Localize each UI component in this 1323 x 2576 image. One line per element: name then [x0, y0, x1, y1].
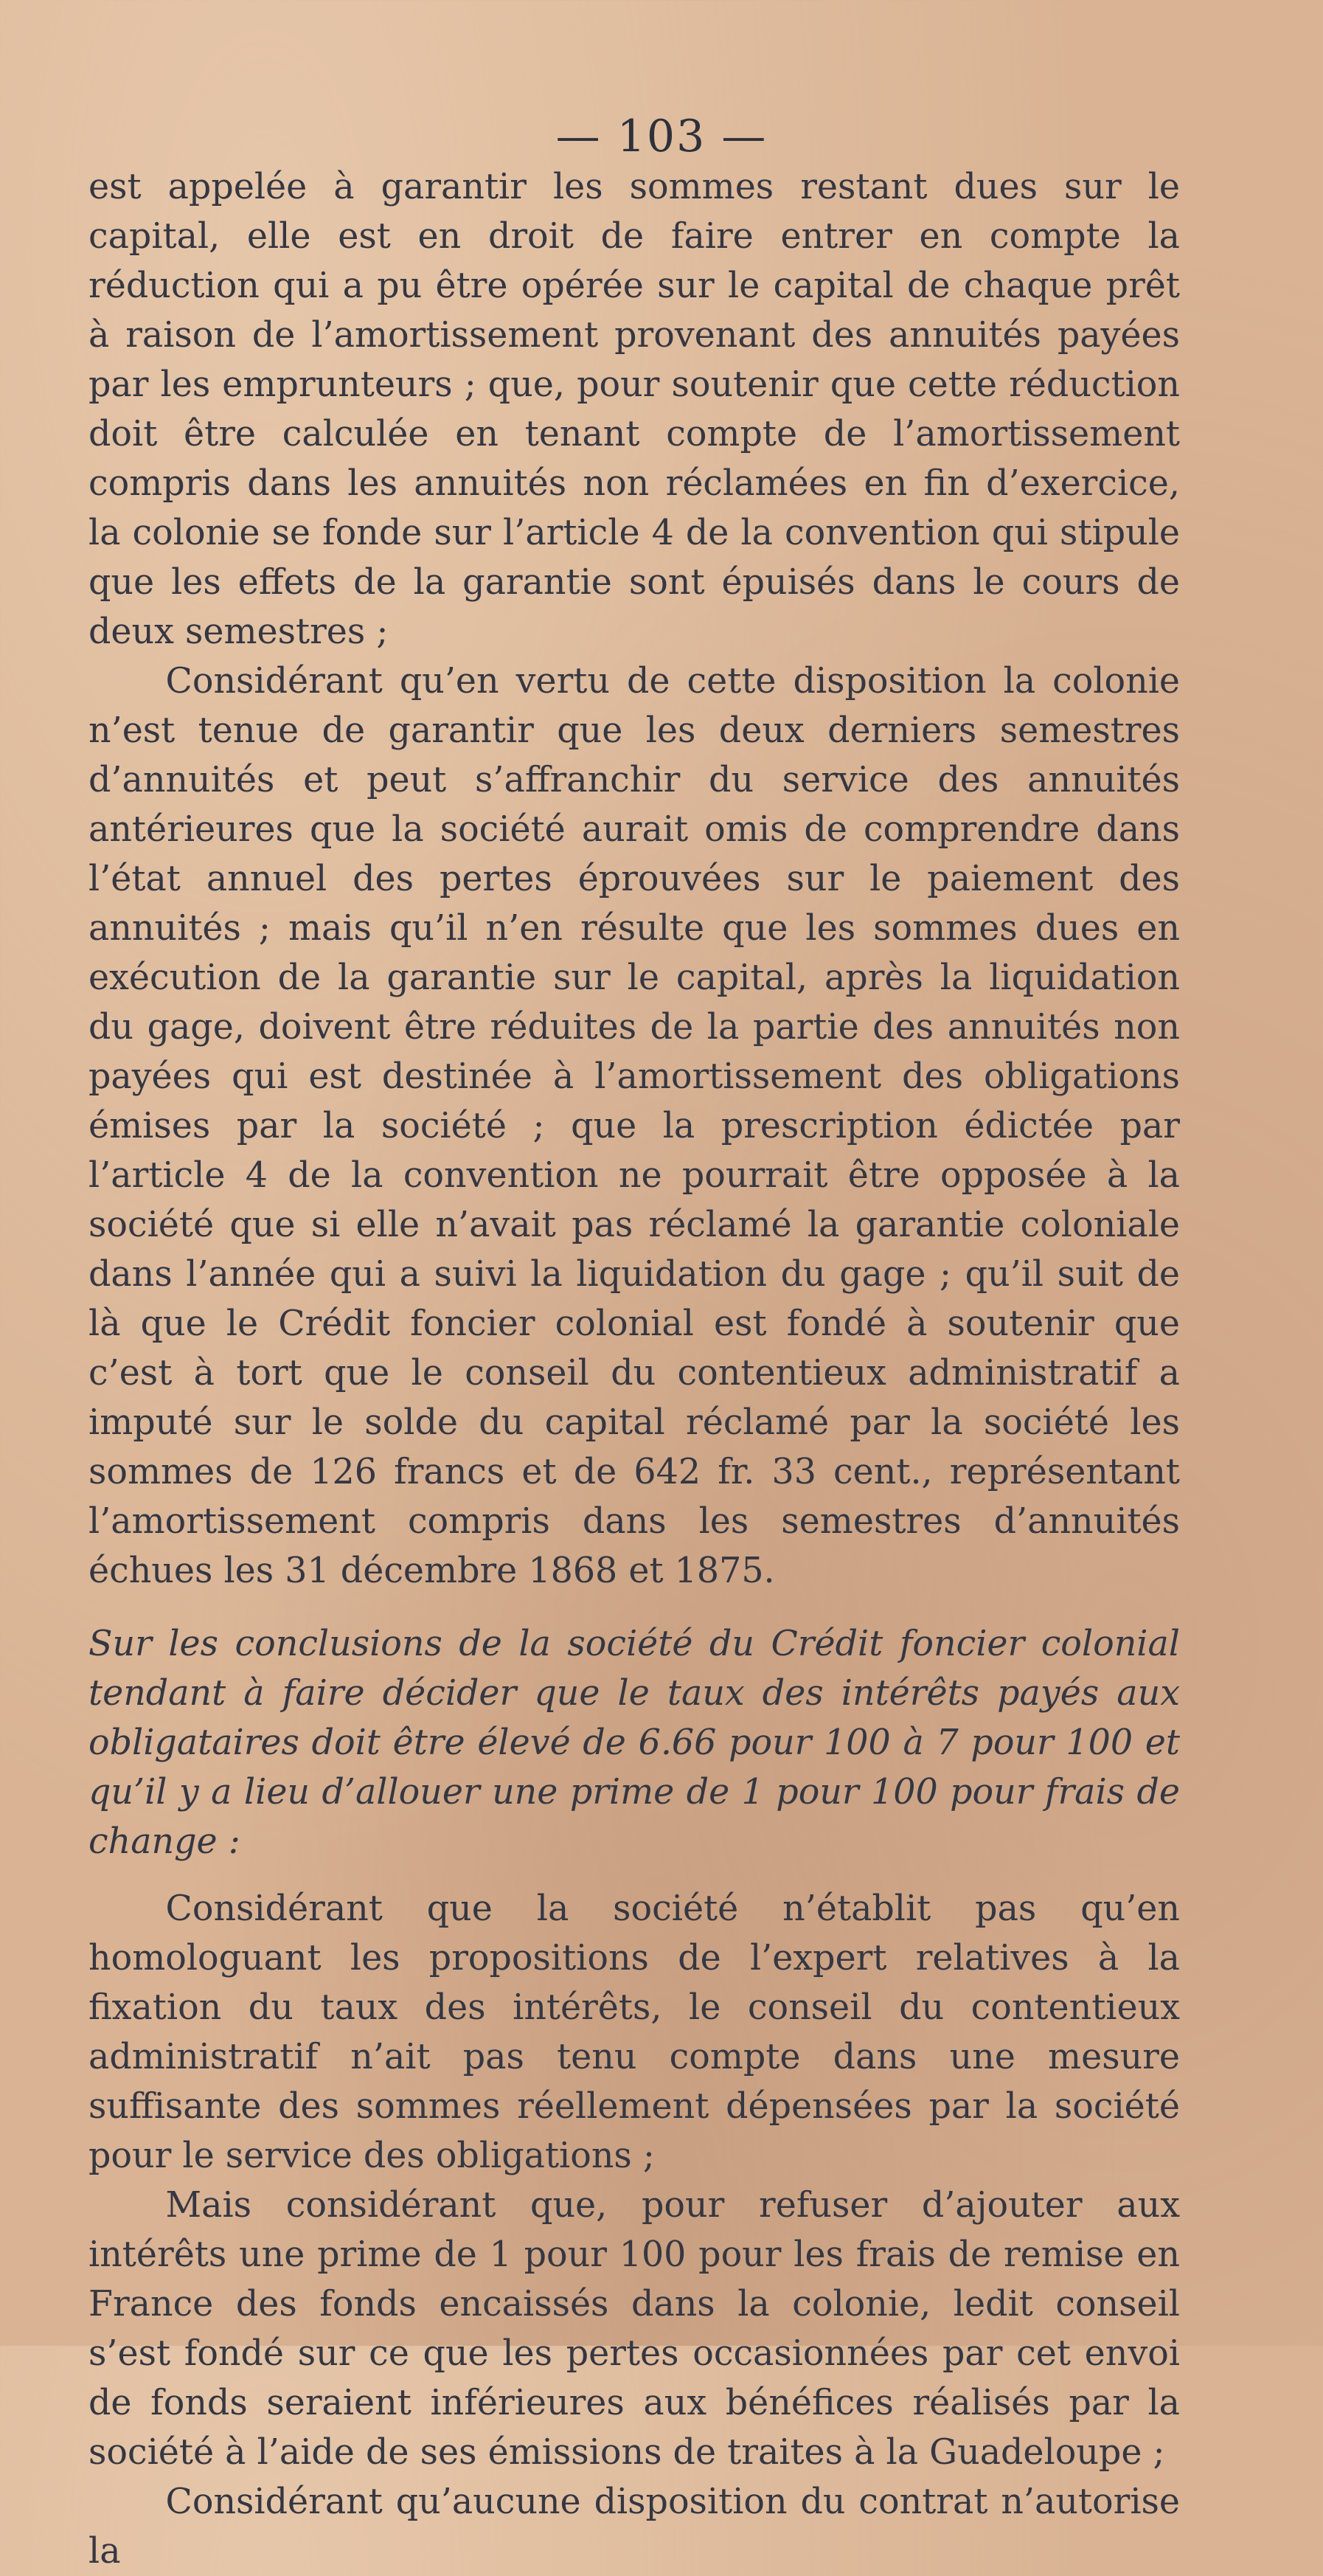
paragraph-mais-considerant: Mais considérant que, pour refuser d’ajouter aux intérêts une prime de 1 pour 100 pour les frais de remise en France des fonds encaissés dans la colonie, ledit conseil s’est fondé sur ce que les pertes occasionnées par cet envoi de fonds seraient inférieures aux bénéfices réalisés par la société à l’aide de ses émissions de traites à la Guadeloupe ;: [88, 2185, 1180, 2473]
paragraph-considerant-contrat: Considérant qu’aucune disposition du contrat n’autorise la: [88, 2482, 1180, 2572]
paragraph-conclusions-heading: Sur les conclusions de la société du Crédit foncier colonial tendant à faire décider que le taux des intérêts payés aux obligataires doit être élevé de 6.66 pour 100 à 7 pour 100 et qu’il y a lieu d’allouer une prime de 1 pour 100 pour frais de change :: [88, 1624, 1180, 1862]
paragraph-continuation: est appelée à garantir les sommes restant dues sur le capital, elle est en droit de faire entrer en compte la réduction qui a pu être opérée sur le capital de chaque prêt à raison de l’amortissement provenant des annuités payées par les emprunteurs ; que, pour soutenir que cette réduction doit être calculée en tenant compte de l’amortissement compris dans les annuités non réclamées en fin d’exercice, la colonie se fonde sur l’article 4 de la convention qui stipule que les effets de la garantie sont épuisés dans le cours de deux semestres ;: [88, 167, 1180, 652]
paragraph-considerant-vertu: Considérant qu’en vertu de cette disposition la colonie n’est tenue de garantir que les deux derniers semestres d’annuités et peut s’affranchir du service des annuités antérieures que la société aurait omis de comprendre dans l’état annuel des pertes éprouvées sur le paiement des annuités ; mais qu’il n’en résulte que les sommes dues en exécution de la garantie sur le capital, après la liquidation du gage, doivent être réduites de la partie des annuités non payées qui est destinée à l’amortissement des obligations émises par la société ; que la prescription édictée par l’article 4 de la convention ne pourrait être opposée à la société que si elle n’avait pas réclamé la garantie coloniale dans l’année qui a suivi la liquidation du gage ; qu’il suit de là que le Crédit foncier colonial est fondé à soutenir que c’est à tort que le conseil du contentieux administratif a imputé sur le solde du capital réclamé par la société les sommes de 126 francs et de 642 fr. 33 cent., représentant l’amortissement compris dans les semestres d’annuités échues les 31 décembre 1868 et 1875.: [88, 661, 1180, 1591]
body-text: [88, 162, 1180, 2576]
paragraph-considerant-homologuant: Considérant que la société n’établit pas qu’en homologuant les propositions de l’expert relatives à la fixation du taux des intérêts, le conseil du contentieux administratif n’ait pas tenu compte dans une mesure suffisante des sommes réellement dépensées par la société pour le service des obligations ;: [88, 1888, 1180, 2176]
page-number: — 103 —: [555, 111, 768, 162]
